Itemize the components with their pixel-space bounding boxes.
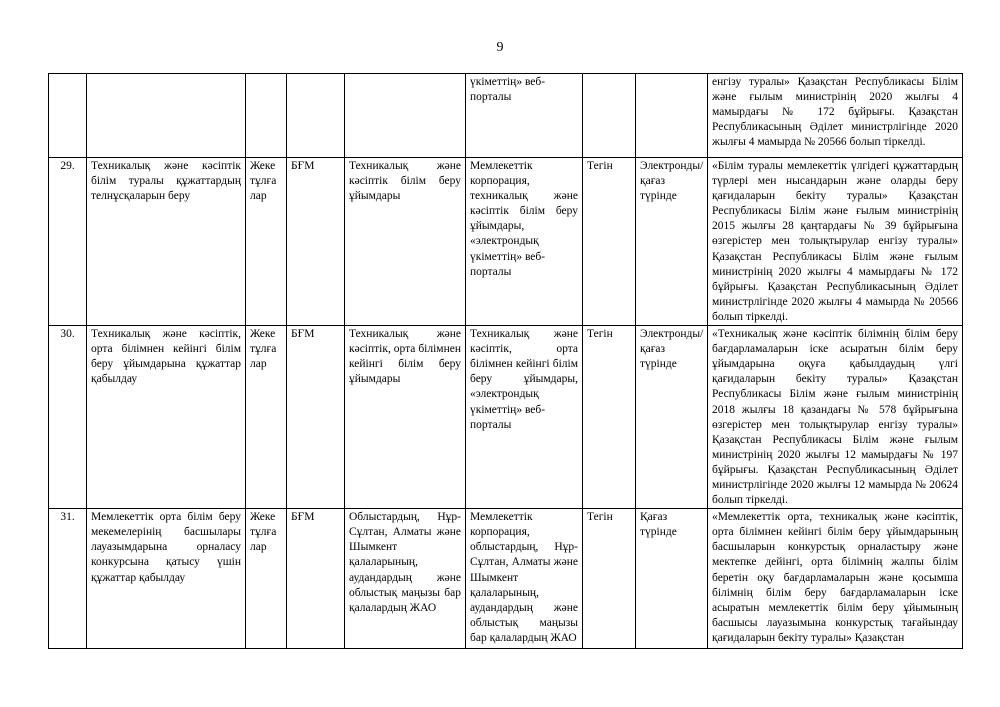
responsible-agency-cell: [287, 74, 345, 158]
service-form: Қағаз түрінде: [640, 511, 677, 539]
service-name: Техникалық және кәсіптік, орта білімнен кейінгі білім беру ұйымдарына құжаттар қабылдау: [91, 328, 241, 386]
row-number: 29.: [60, 160, 75, 172]
recipient-cell: [246, 509, 287, 649]
legal-standard-cell: [708, 74, 963, 158]
legal-standard: «Мемлекеттік орта, техникалық және кәсіптік, орта білімнен кейінгі білім беру ұйымдарының басшыларын конкурстық орналастыру және мектепке дейінгі, орта білімнің жалпы білім беретін оқу бағдарламаларын және қосымша білімнің білім беру бағдарламаларын іске асыратын мемлекеттік білім беру ұйымының басшысы лауазымына конкурстық тағайындау қағидаларын бекіту туралы» Қазақстан: [712, 511, 958, 644]
service-cost-cell: [583, 158, 636, 326]
service-cost-cell: [583, 509, 636, 649]
service-name-cell: [87, 509, 246, 649]
table-row: [49, 158, 963, 326]
service-channel-cell: [466, 326, 583, 509]
service-form-cell: [636, 509, 708, 649]
recipient-cell: [246, 74, 287, 158]
service-provider-cell: [345, 509, 466, 649]
service-channel-cell: [466, 158, 583, 326]
row-number: 30.: [60, 328, 75, 341]
row-number-cell: [49, 509, 87, 649]
row-number: 31.: [60, 511, 75, 524]
recipient-cell: [246, 158, 287, 326]
legal-standard-cell: [708, 509, 963, 649]
service-name: Техникалық және кәсіптік білім туралы құжаттардың телнұсқаларын беру: [91, 160, 241, 203]
service-cost-cell: [583, 74, 636, 158]
service-provider: Техникалық және кәсіптік, орта білімнен кейінгі білім беру ұйымдары: [349, 328, 461, 386]
service-form-cell: [636, 326, 708, 509]
service-cost: Тегін: [587, 160, 613, 172]
service-cost-cell: [583, 326, 636, 509]
legal-standard: «Техникалық және кәсіптік білімнің білім беру бағдарламаларын іске асыратын білім беру ұйымдарына оқуға қабылдаудың үлгі қағидаларын бекіту туралы» Қазақстан Республикасы Білім және ғылым министрінің 2018 жылғы 18 қазандағы № 578 бұйрығына өзгерістер мен толықтырулар енгізу туралы» Қазақстан Республикасы Білім және ғылым министрінің 2020 жылғы 12 мамырдағы № 197 бұйрығы. Қазақстан Республикасының Әділет министрлігінде 2020 жылғы 12 мамырда № 20624 болып тіркелді.: [712, 328, 958, 507]
page-number: 9: [496, 40, 504, 55]
service-form-cell: [636, 158, 708, 326]
table-row: [49, 326, 963, 509]
service-provider: Облыстардың, Нұр-Сұлтан, Алматы және Шымкент қалаларының, аудандардың және облыстық маңызы бар қалалардың ЖАО: [349, 511, 461, 614]
legal-standard: «Білім туралы мемлекеттік үлгідегі құжаттардың түрлері мен нысандарын және оларды беру қағидаларын бекіту туралы» Қазақстан Республикасы Білім және ғылым министрінің 2015 жылғы 28 қаңтардағы № 39 бұйрығына өзгерістер мен толықтырулар енгізу туралы» Қазақстан Республикасы Білім және ғылым министрінің 2020 жылғы 4 мамырдағы № 172 бұйрығы. Қазақстан Республикасының Әділет министрлігінде 2020 жылғы 4 мамырда № 20566 болып тіркелді.: [712, 160, 958, 323]
service-cost: Тегін: [587, 328, 613, 341]
row-number-cell: [49, 158, 87, 326]
responsible-agency-cell: [287, 326, 345, 509]
row-number-cell: [49, 326, 87, 509]
service-provider-cell: [345, 326, 466, 509]
service-channel: үкіметтің» веб- порталы: [470, 76, 546, 104]
responsible-agency-cell: [287, 158, 345, 326]
service-cost: Тегін: [587, 511, 613, 524]
service-channel-cell: [466, 74, 583, 158]
service-channel: Мемлекеттік корпорация, облыстардың, Нұр-Сұлтан, Алматы және Шымкент қалаларының, аудандардың және облыстық маңызы бар қалалардың ЖАО: [470, 511, 578, 644]
service-form: Электронды/ қағаз түрінде: [640, 328, 704, 371]
responsible-agency: БҒМ: [291, 160, 315, 172]
service-form-cell: [636, 74, 708, 158]
responsible-agency-cell: [287, 509, 345, 649]
recipient-cell: [246, 326, 287, 509]
service-name-cell: [87, 158, 246, 326]
service-channel: Мемлекеттік корпорация, техникалық және кәсіптік білім беру ұйымдары, «электрондық үкіметтің» веб- порталы: [470, 160, 578, 278]
legal-standard-cell: [708, 158, 963, 326]
service-name: Мемлекеттік орта білім беру мекемелерінің басшылары лауазымдарына орналасу конкурсына қатысу үшін құжаттар қабылдау: [91, 511, 241, 584]
legal-standard: енгізу туралы» Қазақстан Республикасы Білім және ғылым министрінің 2020 жылғы 4 мамырдағы № 172 бұйрығы. Қазақстан Республикасының Әділет министрлігінде 2020 жылғы 4 мамырда № 20566 болып тіркелді.: [712, 76, 958, 149]
service-form: Электронды/ қағаз түрінде: [640, 160, 704, 203]
service-name-cell: [87, 74, 246, 158]
service-channel-cell: [466, 509, 583, 649]
table-row: [49, 509, 963, 649]
recipient: Жеке тұлға лар: [250, 160, 277, 203]
recipient: Жеке тұлға лар: [250, 511, 277, 554]
service-provider-cell: [345, 74, 466, 158]
legal-standard-cell: [708, 326, 963, 509]
recipient: Жеке тұлға лар: [250, 328, 277, 371]
row-number-cell: [49, 74, 87, 158]
service-name-cell: [87, 326, 246, 509]
service-channel: Техникалық және кәсіптік, орта білімнен кейінгі білім беру ұйымдары, «электрондық үкіметтің» веб- порталы: [470, 328, 578, 431]
service-provider: Техникалық және кәсіптік білім беру ұйымдары: [349, 160, 461, 203]
service-provider-cell: [345, 158, 466, 326]
responsible-agency: БҒМ: [291, 328, 315, 341]
services-table: [48, 73, 963, 649]
table-row: [49, 74, 963, 158]
responsible-agency: БҒМ: [291, 511, 315, 524]
